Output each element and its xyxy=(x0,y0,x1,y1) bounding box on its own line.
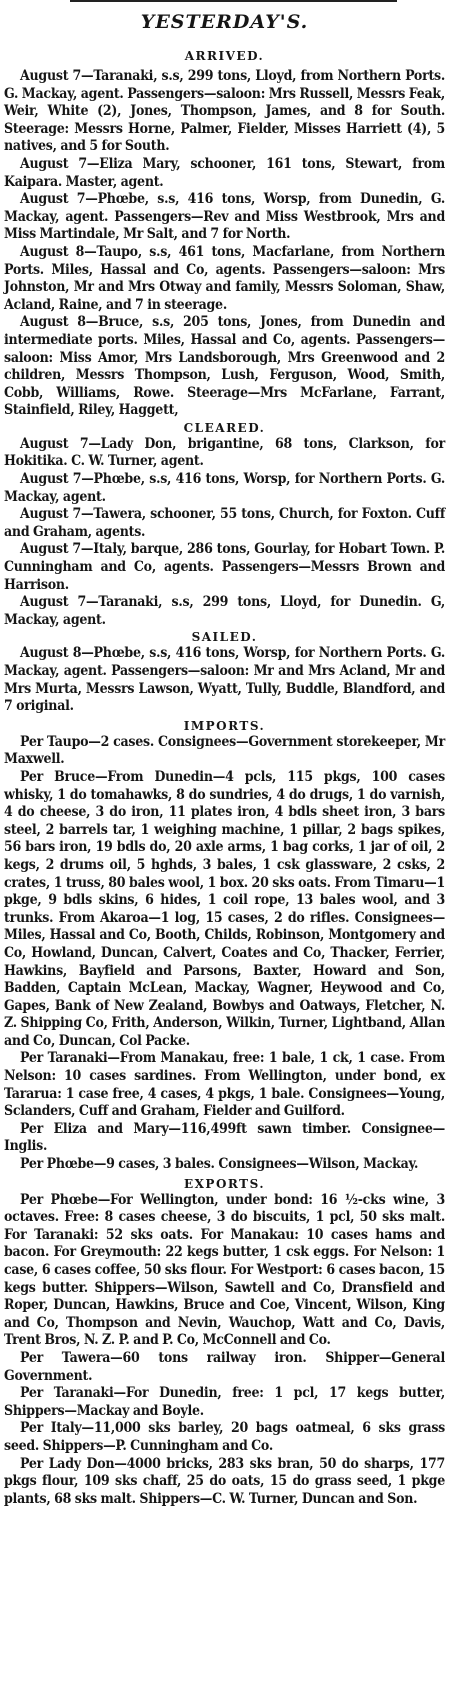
imports-entry: Per Taupo—2 cases. Consignees—Government storekeeper, Mr Maxwell. xyxy=(4,733,445,768)
cleared-entry: August 7—Taranaki, s.s, 299 tons, Lloyd, for Dunedin. G, Mackay, agent. xyxy=(4,594,445,628)
imports-section xyxy=(4,718,445,1174)
cleared-entry: August 7—Lady Don, brigantine, 68 tons, Clarkson, for Hokitika. C. W. Turner, agent. xyxy=(4,435,445,470)
arrived-entry: August 7—Taranaki, s.s, 299 tons, Lloyd, from Northern Ports. G. Mackay, agent. Passengers—saloon: Mrs Russell, Messrs Feak, Weir, White (2), Jones, Thompson, James, and 8 for South. Steerage: Messrs Horne, Palmer, Fielder, Misses Harriett (4), 5 natives, and 5 for South. xyxy=(4,68,445,155)
cleared-entry: August 7—Phœbe, s.s, 416 tons, Worsp, for Northern Ports. G. Mackay, agent. xyxy=(4,471,445,505)
exports-entry: Per Tawera—60 tons railway iron. Shipper—General Government. xyxy=(4,1349,445,1384)
exports-section xyxy=(4,1176,445,1509)
exports-entry: Per Italy—11,000 sks barley, 20 bags oatmeal, 6 sks grass seed. Shippers—P. Cunningham and Co. xyxy=(4,1420,445,1454)
imports-entry: Per Taranaki—From Manakau, free: 1 bale, 1 ck, 1 case. From Nelson: 10 cases sardines. From Wellington, under bond, ex Tararua: 1 case free, 4 cases, 4 pkgs, 1 bale. Consignees—Young, Sclanders, Cuff and Graham, Fielder and Guilford. xyxy=(4,1050,445,1120)
arrived-entry: August 7—Phœbe, s.s, 416 tons, Worsp, from Dunedin, G. Mackay, agent. Passengers—Rev and Miss Westbrook, Mrs and Miss Martindale, Mr Salt, and 7 for North. xyxy=(4,191,445,243)
arrived-entry: August 8—Taupo, s.s, 461 tons, Macfarlane, from Northern Ports. Miles, Hassal and Co, agents. Passengers—saloon: Mrs Johnston, Mr and Mrs Otway and family, Messrs Soloman, Shaw, Acland, Raine, and 7 in steerage. xyxy=(4,243,445,313)
top-rule xyxy=(70,0,397,2)
exports-entry: Per Lady Don—4000 bricks, 283 sks bran, 50 do sharps, 177 pkgs flour, 109 sks chaff, 25 do oats, 15 do grass seed, 1 pkge plants, 68 sks malt. Shippers—C. W. Turner, Duncan and Son. xyxy=(4,1455,445,1507)
imports-entry: Per Bruce—From Dunedin—4 pcls, 115 pkgs, 100 cases whisky, 1 do tomahawks, 8 do sundries, 4 do drugs, 1 do varnish, 4 do cheese, 3 do iron, 11 plates iron, 4 bdls sheet iron, 3 bars steel, 2 barrels tar, 1 weighing machine, 1 pillar, 2 bags spikes, 56 bars iron, 19 bdls do, 20 axle arms, 1 bag corks, 1 jar of oil, 2 kegs, 2 drums oil, 5 hghds, 3 bales, 1 csk glassware, 2 csks, 2 crates, 1 truss, 80 bales wool, 1 box. 20 sks oats. From Timaru—1 pkge, 9 bdls skins, 6 hides, 1 coil rope, 13 bales wool, and 3 trunks. From Akaroa—1 log, 15 cases, 2 do rifles. Consignees—Miles, Hassal and Co, Booth, Childs, Robinson, Montgomery and Co, Howland, Duncan, Calvert, Coates and Co, Thacker, Ferrier, Hawkins, Bayfield and Parsons, Baxter, Howard and Son, Badden, Captain McLean, Mackay, Wagner, Heywood and Co, Gapes, Bank of New Zealand, Bowbys and Oatways, Fletcher, N. Z. Shipping Co, Frith, Anderson, Wilkin, Turner, Lightband, Allan and Co, Duncan, Col Packe. xyxy=(4,768,445,1049)
sailed-heading: SAILED. xyxy=(191,630,258,645)
cleared-entry: August 7—Italy, barque, 286 tons, Gourlay, for Hobart Town. P. Cunningham and Co, agents. Passengers—Messrs Brown and Harrison. xyxy=(4,541,445,593)
column-title: YESTERDAY'S. xyxy=(140,11,309,33)
imports-entry: Per Phœbe—9 cases, 3 bales. Consignees—Wilson, Mackay. xyxy=(20,1156,419,1173)
exports-heading: EXPORTS. xyxy=(183,1176,266,1191)
cleared-entry: August 7—Tawera, schooner, 55 tons, Church, for Foxton. Cuff and Graham, agents. xyxy=(4,506,445,540)
cleared-heading: CLEARED. xyxy=(183,420,266,435)
arrived-section xyxy=(4,48,445,420)
arrived-entry: August 7—Eliza Mary, schooner, 161 tons, Stewart, from Kaipara. Master, agent. xyxy=(4,155,445,190)
imports-entry: Per Eliza and Mary—116,499ft sawn timber. Consignee—Inglis. xyxy=(4,1120,445,1155)
exports-entry: Per Phœbe—For Wellington, under bond: 16 ½-cks wine, 3 octaves. Free: 8 cases cheese, 3 do biscuits, 1 pcl, 50 sks malt. For Taranaki: 52 sks oats. For Manakau: 10 cases hams and bacon. For Greymouth: 22 kegs butter, 1 csk eggs. For Nelson: 1 case, 6 cases coffee, 50 sks flour. For Westport: 6 cases bacon, 15 kegs butter. Shippers—Wilson, Sawtell and Co, Dransfield and Roper, Duncan, Hawkins, Bruce and Coe, Vincent, Wilson, King and Co, Thompson and Nevin, Wauchop, Watt and Co, Davis, Trent Bros, N. Z. P. and P. Co, McConnell and Co. xyxy=(4,1191,445,1349)
arrived-heading: ARRIVED. xyxy=(184,49,265,63)
sailed-entry: August 8—Phœbe, s.s, 416 tons, Worsp, for Northern Ports. G. Mackay, agent. Passengers—saloon: Mr and Mrs Acland, Mr and Mrs Murta, Messrs Lawson, Wyatt, Tully, Buddle, Blandford, and 7 original. xyxy=(4,645,445,715)
cleared-section xyxy=(4,420,445,630)
imports-heading: IMPORTS. xyxy=(183,718,266,733)
exports-entry: Per Taranaki—For Dunedin, free: 1 pcl, 17 kegs butter, Shippers—Mackay and Boyle. xyxy=(4,1385,445,1419)
arrived-entry: August 8—Bruce, s.s, 205 tons, Jones, from Dunedin and intermediate ports. Miles, Hassal and Co, agents. Passengers—saloon: Miss Amor, Mrs Landsborough, Mrs Greenwood and 2 children, Messrs Thompson, Lush, Ferguson, Wood, Smith, Cobb, Williams, Rowe. Steerage—Mrs McFarlane, Farrant, Stainfield, Riley, Haggett, xyxy=(4,314,445,419)
sailed-section xyxy=(4,629,445,715)
